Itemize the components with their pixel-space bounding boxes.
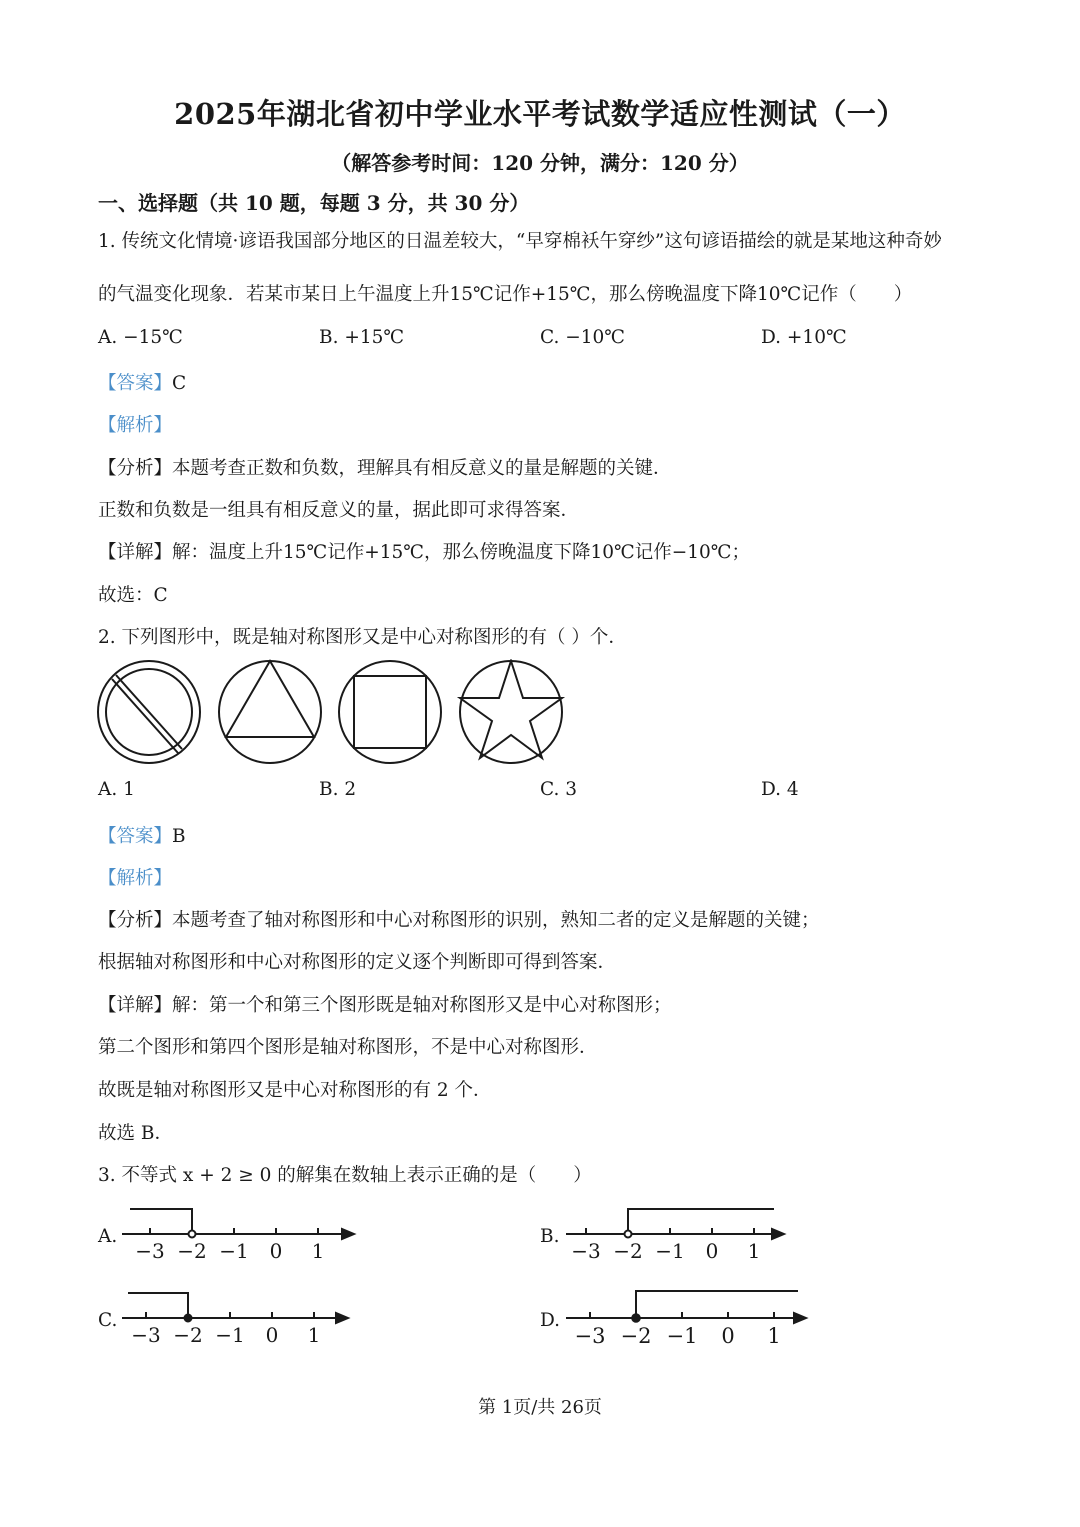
circle-square-figure — [339, 661, 441, 763]
q1-fenxi2: 正数和负数是一组具有相反意义的量，据此即可求得答案． — [98, 500, 580, 521]
tick-label: 1 — [311, 1239, 325, 1263]
q1-option-d: D. +10℃ — [761, 327, 847, 348]
q2-analysis-tag: 【解析】 — [98, 868, 173, 889]
number-line-d — [564, 1282, 814, 1356]
tick-label: 1 — [747, 1239, 761, 1263]
tick-label: −2 — [620, 1324, 652, 1348]
fenxi-tag: 【分析】 — [98, 458, 173, 479]
q3-option-d-label: D. — [540, 1310, 561, 1331]
q2-choice: 故选 B． — [98, 1123, 173, 1144]
q3-text: 3. 不等式 x + 2 ≥ 0 的解集在数轴上表示正确的是（ ） — [98, 1165, 592, 1186]
answer-value: B — [172, 826, 186, 847]
q2-xiangjie3: 故既是轴对称图形又是中心对称图形的有 2 个． — [98, 1080, 492, 1101]
xiangjie-tag: 【详解】 — [98, 542, 173, 563]
xiangjie-text: 解：第一个和第三个图形既是轴对称图形又是中心对称图形； — [172, 995, 672, 1016]
tick-label: −2 — [177, 1239, 207, 1263]
q2-figures — [96, 659, 576, 769]
page-footer: 第 1页/共 26页 — [478, 1397, 602, 1418]
tick-label: 0 — [265, 1323, 279, 1347]
q2-option-d: D. 4 — [761, 779, 799, 800]
section-heading: 一、选择题（共 10 题，每题 3 分，共 30 分） — [98, 191, 530, 215]
q1-option-c: C. −10℃ — [540, 327, 625, 348]
q1-option-a: A. −15℃ — [98, 327, 183, 348]
xiangjie-tag: 【详解】 — [98, 995, 173, 1016]
answer-tag: 【答案】 — [98, 826, 173, 847]
circle-slash-figure — [98, 661, 200, 763]
answer-value: C — [172, 373, 187, 394]
tick-label: −1 — [655, 1239, 685, 1263]
tick-label: 1 — [307, 1323, 321, 1347]
q2-xiangjie2: 第二个图形和第四个图形是轴对称图形，不是中心对称图形． — [98, 1037, 598, 1058]
q3-option-b-label: B. — [540, 1226, 560, 1247]
number-line-b — [564, 1200, 804, 1270]
q2-option-a: A. 1 — [98, 779, 135, 800]
q1-text-line1: 1. 传统文化情境·谚语我国部分地区的日温差较大，“早穿棉袄午穿纱”这句谚语描绘的就是某地这种奇妙 — [98, 231, 942, 252]
q3-option-c-label: C. — [98, 1310, 118, 1331]
tick-label: −1 — [666, 1324, 698, 1348]
q2-text: 2. 下列图形中，既是轴对称图形又是中心对称图形的有（ ）个． — [98, 627, 627, 648]
q2-option-c: C. 3 — [540, 779, 578, 800]
q1-analysis-tag: 【解析】 — [98, 415, 173, 436]
fenxi-text: 本题考查正数和负数，理解具有相反意义的量是解题的关键． — [172, 458, 672, 479]
q2-option-b: B. 2 — [319, 779, 357, 800]
tick-label: −2 — [173, 1323, 203, 1347]
q3-option-a-label: A. — [98, 1226, 118, 1247]
tick-label: −3 — [135, 1239, 165, 1263]
number-line-c — [120, 1284, 360, 1354]
q1-option-b: B. +15℃ — [319, 327, 405, 348]
tick-label: −2 — [613, 1239, 643, 1263]
circle-star-figure — [460, 661, 562, 763]
q2-fenxi2: 根据轴对称图形和中心对称图形的定义逐个判断即可得到答案． — [98, 952, 617, 973]
q1-choice: 故选：C — [98, 585, 168, 606]
tick-label: −3 — [574, 1324, 606, 1348]
q1-xiangjie — [98, 538, 750, 564]
tick-label: 0 — [705, 1239, 719, 1263]
tick-label: −3 — [131, 1323, 161, 1347]
fenxi-text: 本题考查了轴对称图形和中心对称图形的识别，熟知二者的定义是解题的关键； — [172, 910, 820, 931]
tick-label: −1 — [219, 1239, 249, 1263]
q1-answer — [98, 369, 186, 395]
document-title: 2025年湖北省初中学业水平考试数学适应性测试（一） — [174, 97, 906, 131]
q1-fenxi — [98, 454, 672, 480]
exam-time-info: （解答参考时间：120 分钟，满分：120 分） — [331, 151, 749, 175]
q2-answer — [98, 822, 186, 848]
tick-label: 0 — [721, 1324, 735, 1348]
q2-fenxi — [98, 906, 820, 932]
answer-tag: 【答案】 — [98, 373, 173, 394]
xiangjie-text: 解：温度上升15℃记作+15℃，那么傍晚温度下降10℃记作−10℃； — [172, 542, 750, 563]
tick-label: 1 — [767, 1324, 781, 1348]
fenxi-tag: 【分析】 — [98, 910, 173, 931]
tick-label: 0 — [269, 1239, 283, 1263]
q2-xiangjie — [98, 991, 672, 1017]
tick-label: −3 — [571, 1239, 601, 1263]
number-line-a — [120, 1200, 360, 1270]
circle-triangle-figure — [219, 661, 321, 763]
q1-text-line2: 的气温变化现象．若某市某日上午温度上升15℃记作+15℃，那么傍晚温度下降10℃记作（ ） — [98, 284, 913, 305]
tick-label: −1 — [215, 1323, 245, 1347]
